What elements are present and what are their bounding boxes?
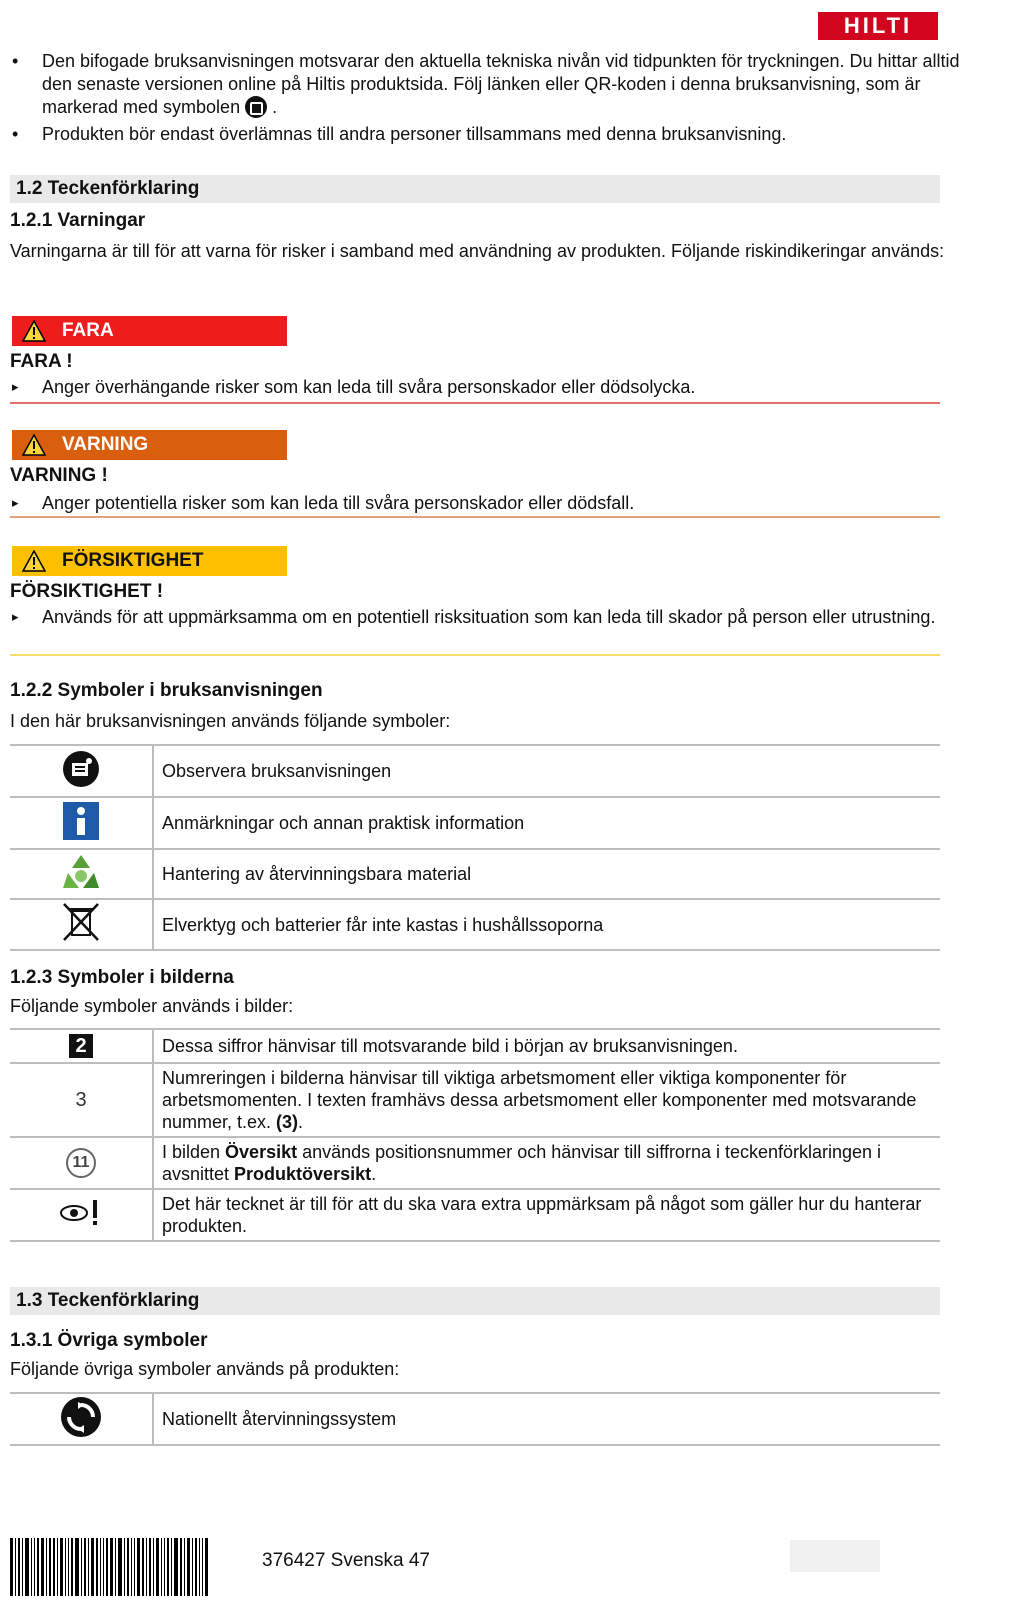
barcode-bar	[60, 1538, 63, 1596]
symbols-manual-intro: I den här bruksanvisningen används följande symboler:	[10, 711, 451, 731]
barcode-bar	[192, 1538, 193, 1596]
danger-label: FARA	[12, 316, 287, 346]
barcode-bar	[53, 1538, 55, 1596]
barcode-bar	[25, 1538, 29, 1596]
barcode-bar	[57, 1538, 58, 1596]
intro-bullet: • Produkten bör endast överlämnas till andra personer tillsammans med denna bruksanvisning.	[10, 123, 970, 146]
barcode-bar	[46, 1538, 47, 1596]
symbol-description: Hantering av återvinningsbara material	[153, 849, 940, 899]
hilti-logo: HILTI	[818, 12, 938, 40]
barcode-bar	[106, 1538, 108, 1596]
other-symbols-table	[10, 1392, 940, 1446]
intro-bullets	[10, 50, 970, 150]
barcode-bar	[37, 1538, 39, 1596]
barcode-bar	[91, 1538, 94, 1596]
barcode-bar	[124, 1538, 125, 1596]
intro-bullet: • Den bifogade bruksanvisningen motsvarar den aktuella tekniska nivån vid tidpunkten för tryckningen. Du hittar alltid den senaste versionen online på Hiltis produktsida. Följ länken eller QR-koden i denna bruksanvisning, som är markerad med symbolen .	[10, 50, 970, 119]
barcode-bar	[184, 1538, 185, 1596]
symbol-description: Elverktyg och batterier får inte kastas i hushållssoporna	[153, 899, 940, 950]
warning-triangle-icon	[22, 320, 46, 342]
barcode-bar	[71, 1538, 73, 1596]
warning-triangle-icon	[22, 550, 46, 572]
barcode-bar	[161, 1538, 162, 1596]
footer-grey-box	[790, 1540, 880, 1572]
danger-text: ▸ Anger överhängande risker som kan leda till svåra personskador eller dödsolycka.	[10, 376, 970, 398]
barcode-bar	[205, 1538, 208, 1596]
barcode-bar	[137, 1538, 140, 1596]
barcode	[10, 1538, 238, 1596]
barcode-bar	[110, 1538, 113, 1596]
warnings-intro-text: Varningarna är till för att varna för risker i samband med användning av produkten. Följande riskindikeringar används:	[10, 241, 945, 261]
warning-title: VARNING !	[10, 465, 108, 486]
manual-icon	[62, 750, 100, 788]
barcode-bar	[15, 1538, 16, 1596]
barcode-bar	[153, 1538, 154, 1596]
barcode-bar	[180, 1538, 182, 1596]
symbol-description: I bilden Översikt används positionsnummer och hänvisar till siffrorna i teckenförklaringen i avsnittet Produktöversikt.	[153, 1137, 940, 1189]
barcode-bar	[127, 1538, 129, 1596]
manual-symbols-table	[10, 744, 940, 951]
symbol-description: Dessa siffror hänvisar till motsvarande bild i början av bruksanvisningen.	[153, 1029, 940, 1063]
eye-attention-icon	[59, 1198, 103, 1228]
barcode-bar	[65, 1538, 66, 1596]
symbol-description: Det här tecknet är till för att du ska vara extra uppmärksam på något som gäller hur du hanterar produkten.	[153, 1189, 940, 1241]
barcode-bar	[149, 1538, 151, 1596]
section-heading-1-2: 1.2 Teckenförklaring	[10, 175, 940, 203]
section-heading-1-3: 1.3 Teckenförklaring	[10, 1287, 940, 1315]
table-row	[10, 1393, 940, 1445]
symbol-description: Observera bruksanvisningen	[153, 745, 940, 797]
subsection-heading-1-2-3: 1.2.3 Symboler i bilderna	[10, 967, 234, 988]
warning-triangle-icon	[22, 434, 46, 456]
barcode-bar	[22, 1538, 23, 1596]
table-row	[10, 1029, 940, 1063]
barcode-bar	[68, 1538, 69, 1596]
table-row	[10, 1063, 940, 1137]
barcode-bar	[199, 1538, 200, 1596]
table-row	[10, 899, 940, 950]
barcode-bar	[187, 1538, 190, 1596]
barcode-bar	[195, 1538, 197, 1596]
step-number-icon: 3	[75, 1089, 87, 1111]
warning-label: VARNING	[12, 430, 287, 460]
barcode-bar	[31, 1538, 32, 1596]
caution-label: FÖRSIKTIGHET	[12, 546, 287, 576]
table-row	[10, 797, 940, 849]
caution-title: FÖRSIKTIGHET !	[10, 581, 164, 602]
danger-title: FARA !	[10, 351, 73, 372]
barcode-bar	[49, 1538, 51, 1596]
figure-number-icon: 2	[69, 1034, 93, 1058]
crossed-bin-icon	[61, 901, 101, 943]
barcode-bar	[171, 1538, 172, 1596]
barcode-bar	[75, 1538, 79, 1596]
recycle-icon	[61, 852, 101, 892]
subsection-heading-1-2-2: 1.2.2 Symboler i bruksanvisningen	[10, 680, 323, 701]
info-icon	[62, 801, 100, 841]
footer-page-info: 376427 Svenska 47	[262, 1550, 430, 1571]
barcode-bar	[10, 1538, 13, 1596]
national-recycling-icon	[60, 1396, 102, 1438]
table-row	[10, 1189, 940, 1241]
warning-text: ▸ Anger potentiella risker som kan leda till svåra personskador eller dödsfall.	[10, 492, 970, 514]
barcode-bar	[146, 1538, 147, 1596]
symbols-images-intro: Följande symboler används i bilder:	[10, 996, 294, 1016]
caution-text: ▸ Används för att uppmärksamma om en potentiell risksituation som kan leda till skador på person eller utrustning.	[10, 606, 960, 628]
barcode-bar	[84, 1538, 86, 1596]
table-row	[10, 1137, 940, 1189]
barcode-bar	[103, 1538, 104, 1596]
barcode-bar	[156, 1538, 159, 1596]
barcode-bar	[142, 1538, 144, 1596]
table-row	[10, 849, 940, 899]
barcode-bar	[18, 1538, 20, 1596]
subsection-heading-1-2-1: 1.2.1 Varningar	[10, 210, 146, 231]
qr-manual-icon	[245, 96, 267, 118]
caution-rule	[10, 654, 940, 656]
symbol-description: Anmärkningar och annan praktisk information	[153, 797, 940, 849]
barcode-bar	[96, 1538, 98, 1596]
table-row	[10, 745, 940, 797]
warning-rule	[10, 516, 940, 518]
barcode-bar	[100, 1538, 101, 1596]
other-symbols-intro: Följande övriga symboler används på produkten:	[10, 1359, 400, 1379]
symbol-description: Nationellt återvinningssystem	[153, 1393, 940, 1445]
barcode-bar	[174, 1538, 178, 1596]
barcode-bar	[131, 1538, 132, 1596]
barcode-bar	[41, 1538, 44, 1596]
subsection-heading-1-3-1: 1.3.1 Övriga symboler	[10, 1330, 208, 1351]
barcode-bar	[134, 1538, 135, 1596]
barcode-bar	[34, 1538, 35, 1596]
barcode-bar	[202, 1538, 203, 1596]
barcode-bar	[118, 1538, 122, 1596]
barcode-bar	[81, 1538, 82, 1596]
barcode-bar	[167, 1538, 169, 1596]
barcode-bar	[88, 1538, 89, 1596]
image-symbols-table	[10, 1028, 940, 1242]
danger-rule	[10, 402, 940, 404]
barcode-bar	[115, 1538, 116, 1596]
barcode-bar	[164, 1538, 165, 1596]
position-number-icon: 11	[66, 1148, 96, 1178]
symbol-description: Numreringen i bilderna hänvisar till viktiga arbetsmoment eller viktiga komponenter för arbetsmomenten. I texten framhävs dessa arbetsmoment eller komponenter med motsvarande nummer, t.ex. (3).	[153, 1063, 940, 1137]
